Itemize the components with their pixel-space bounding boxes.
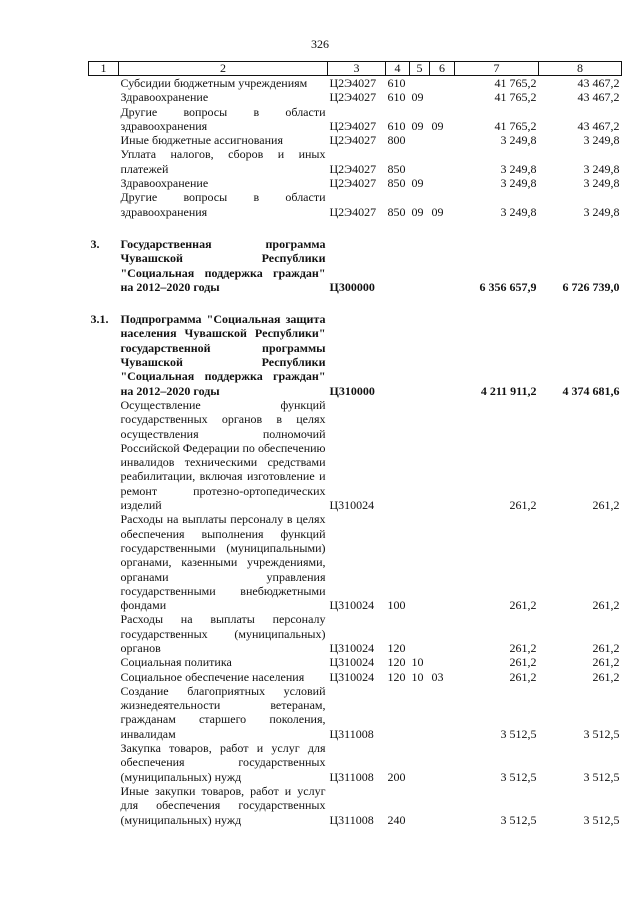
target-code: Ц2Э4027 [329, 76, 377, 90]
expense-type: 120 [387, 640, 406, 655]
amount-col8: 261,2 [592, 498, 620, 513]
expense-type: 200 [387, 769, 406, 784]
subsection-code [430, 312, 455, 398]
table-row [89, 684, 622, 741]
target-code: Ц2Э4027 [329, 133, 377, 148]
section-code [410, 398, 430, 512]
subsection-code [430, 147, 455, 176]
table-row [89, 741, 622, 784]
amount-col7: 41 765,2 [494, 118, 537, 133]
amount-col8: 43 467,2 [577, 118, 620, 133]
target-code: Ц310024 [329, 655, 375, 670]
section-code: 10 [411, 655, 424, 670]
spacer-cell [89, 294, 622, 312]
row-index [89, 684, 119, 741]
section-code [410, 741, 430, 784]
section-code [410, 147, 430, 176]
expense-type: 850 [387, 204, 406, 219]
row-name: Создание благоприятных условий жизнедеятельности ветеранам, гражданам старшего поколения, инвалидам [120, 683, 326, 741]
section-code [410, 784, 430, 827]
amount-col8: 261,2 [592, 598, 620, 613]
amount-col7: 261,2 [509, 598, 537, 613]
section-code: 09 [411, 204, 424, 219]
table-row [89, 76, 622, 91]
amount-col8: 3 249,8 [583, 204, 620, 219]
subsection-code [430, 741, 455, 784]
expense-type: 100 [387, 598, 406, 613]
amount-col7: 3 249,8 [500, 161, 537, 176]
subsection-code [430, 398, 455, 512]
row-index [89, 147, 119, 176]
amount-col8: 3 512,5 [583, 726, 620, 741]
amount-col7: 6 356 657,9 [479, 279, 537, 294]
subsection-code [430, 655, 455, 669]
target-code: Ц2Э4027 [329, 204, 377, 219]
amount-col8: 4 374 681,6 [562, 383, 620, 398]
amount-col7: 261,2 [509, 669, 537, 684]
expense-type [386, 312, 410, 398]
amount-col8: 3 512,5 [583, 812, 620, 827]
expense-type: 120 [387, 669, 406, 684]
amount-col7: 3 249,8 [500, 176, 537, 191]
target-code: Ц311008 [329, 726, 374, 741]
table-row [89, 312, 622, 398]
target-code: Ц310000 [329, 383, 375, 398]
amount-col7: 261,2 [509, 640, 537, 655]
amount-col7: 41 765,2 [494, 76, 537, 90]
spacer-row [89, 294, 622, 312]
section-code [410, 512, 430, 612]
amount-col7: 3 249,8 [500, 133, 537, 148]
target-code: Ц300000 [329, 279, 375, 294]
row-index [89, 190, 119, 219]
table-row [89, 237, 622, 294]
target-code: Ц2Э4027 [329, 90, 377, 105]
row-index [89, 90, 119, 104]
target-code: Ц2Э4027 [329, 118, 377, 133]
table-row [89, 133, 622, 147]
amount-col7: 261,2 [509, 655, 537, 670]
expense-type: 610 [387, 90, 406, 105]
section-code: 10 [411, 669, 424, 684]
amount-col7: 3 512,5 [500, 812, 537, 827]
target-code: Ц310024 [329, 598, 375, 613]
amount-col8: 43 467,2 [577, 76, 620, 90]
target-code: Ц2Э4027 [329, 161, 377, 176]
subsection-code [430, 612, 455, 655]
page-number: 326 [311, 37, 329, 51]
header-col-5: 5 [410, 62, 430, 76]
expense-type: 120 [387, 655, 406, 670]
row-index [89, 741, 119, 784]
table-row [89, 612, 622, 655]
row-name: Другие вопросы в области здравоохранения [120, 104, 326, 133]
section-code [410, 237, 430, 294]
section-code: 09 [411, 90, 424, 105]
header-col-3: 3 [328, 62, 386, 76]
target-code: Ц2Э4027 [329, 176, 377, 191]
amount-col8: 6 726 739,0 [562, 279, 620, 294]
expense-type: 610 [387, 118, 406, 133]
amount-col8: 261,2 [592, 669, 620, 684]
spacer-row [89, 219, 622, 237]
row-index [89, 76, 119, 91]
target-code: Ц310024 [329, 498, 375, 513]
row-name: Другие вопросы в области здравоохранения [120, 190, 326, 219]
subsection-code [430, 784, 455, 827]
row-name: Расходы на выплаты персоналу в целях обеспечения выполнения функций государственными (муниципальными) органами, казенными учреждениями, органами управления государственными внебюджетными фондами [120, 512, 326, 613]
row-name: Подпрограмма "Социальная защита населения Чувашской Республики" государственной программы Чувашской Республики "Социальная поддержка граждан" на 2012–2020 годы [120, 312, 326, 398]
row-name: Субсидии бюджетным учреждениям [120, 76, 308, 90]
section-code [410, 684, 430, 741]
row-index [89, 612, 119, 655]
table-row [89, 105, 622, 134]
subsection-code: 09 [431, 204, 444, 219]
table-row [89, 190, 622, 219]
target-code: Ц310024 [329, 640, 375, 655]
amount-col8: 3 249,8 [583, 133, 620, 148]
expense-type [386, 684, 410, 741]
header-col-7: 7 [455, 62, 539, 76]
row-index: 3. [90, 236, 100, 251]
table-row [89, 176, 622, 190]
spacer-cell [89, 219, 622, 237]
row-name: Государственная программа Чувашской Республики "Социальная поддержка граждан" на 2012–2020 годы [120, 236, 326, 294]
subsection-code [430, 237, 455, 294]
subsection-code [430, 133, 455, 147]
expense-type [386, 237, 410, 294]
amount-col7: 261,2 [509, 498, 537, 513]
amount-col8: 261,2 [592, 655, 620, 670]
amount-col8: 3 512,5 [583, 769, 620, 784]
expense-type: 800 [387, 133, 406, 148]
amount-col8: 3 249,8 [583, 161, 620, 176]
table-row [89, 655, 622, 669]
row-name: Социальная политика [120, 655, 232, 670]
section-code [410, 133, 430, 147]
row-index [89, 784, 119, 827]
table-row [89, 398, 622, 512]
table-row [89, 784, 622, 827]
table-row [89, 90, 622, 104]
expense-type: 850 [387, 176, 406, 191]
header-col-4: 4 [386, 62, 410, 76]
table-row [89, 670, 622, 684]
amount-col8: 261,2 [592, 640, 620, 655]
subsection-code [430, 176, 455, 190]
subsection-code: 09 [431, 118, 444, 133]
row-index [89, 105, 119, 134]
row-index [89, 670, 119, 684]
header-col-8: 8 [539, 62, 622, 76]
row-index [89, 176, 119, 190]
row-name: Здравоохранение [120, 90, 209, 105]
subsection-code: 03 [431, 669, 444, 684]
amount-col8: 43 467,2 [577, 90, 620, 105]
section-code [410, 612, 430, 655]
header-col-1: 1 [89, 62, 119, 76]
budget-table [88, 61, 622, 827]
expense-type: 610 [387, 76, 406, 90]
amount-col7: 3 512,5 [500, 769, 537, 784]
row-index: 3.1. [90, 312, 109, 327]
amount-col7: 3 512,5 [500, 726, 537, 741]
subsection-code [430, 90, 455, 104]
table-row [89, 512, 622, 612]
section-code: 09 [411, 176, 424, 191]
row-name: Осуществление функций государственных органов в целях осуществления полномочий Российской Федерации по обеспечению инвалидов техническими средствами реабилитации, включая изготовление и ремонт протезно-ортопедических изделий [120, 397, 326, 513]
section-code [410, 76, 430, 91]
row-name: Расходы на выплаты персоналу государственных (муниципальных) органов [120, 612, 326, 655]
amount-col7: 4 211 911,2 [480, 383, 537, 398]
row-index [89, 398, 119, 512]
subsection-code [430, 76, 455, 91]
row-name: Иные бюджетные ассигнования [120, 133, 283, 148]
target-code: Ц310024 [329, 669, 375, 684]
section-code: 09 [411, 118, 424, 133]
target-code: Ц311008 [329, 812, 374, 827]
header-col-6: 6 [430, 62, 455, 76]
row-name: Здравоохранение [120, 176, 209, 191]
amount-col7: 41 765,2 [494, 90, 537, 105]
target-code: Ц311008 [329, 769, 374, 784]
section-code [410, 312, 430, 398]
row-name: Уплата налогов, сборов и иных платежей [120, 147, 326, 176]
row-name: Иные закупки товаров, работ и услуг для обеспечения государственных (муниципальных) нужд [120, 783, 326, 827]
header-row [89, 62, 622, 76]
row-index [89, 133, 119, 147]
subsection-code [430, 684, 455, 741]
amount-col7: 3 249,8 [500, 204, 537, 219]
row-index [89, 655, 119, 669]
header-col-2: 2 [119, 62, 328, 76]
amount-col8: 3 249,8 [583, 176, 620, 191]
row-name: Закупка товаров, работ и услуг для обеспечения государственных (муниципальных) нужд [120, 741, 326, 784]
subsection-code [430, 512, 455, 612]
table-row [89, 147, 622, 176]
table-body [89, 76, 622, 827]
row-name: Социальное обеспечение населения [120, 669, 305, 684]
expense-type [386, 398, 410, 512]
expense-type: 240 [387, 812, 406, 827]
expense-type: 850 [387, 161, 406, 176]
row-index [89, 512, 119, 612]
